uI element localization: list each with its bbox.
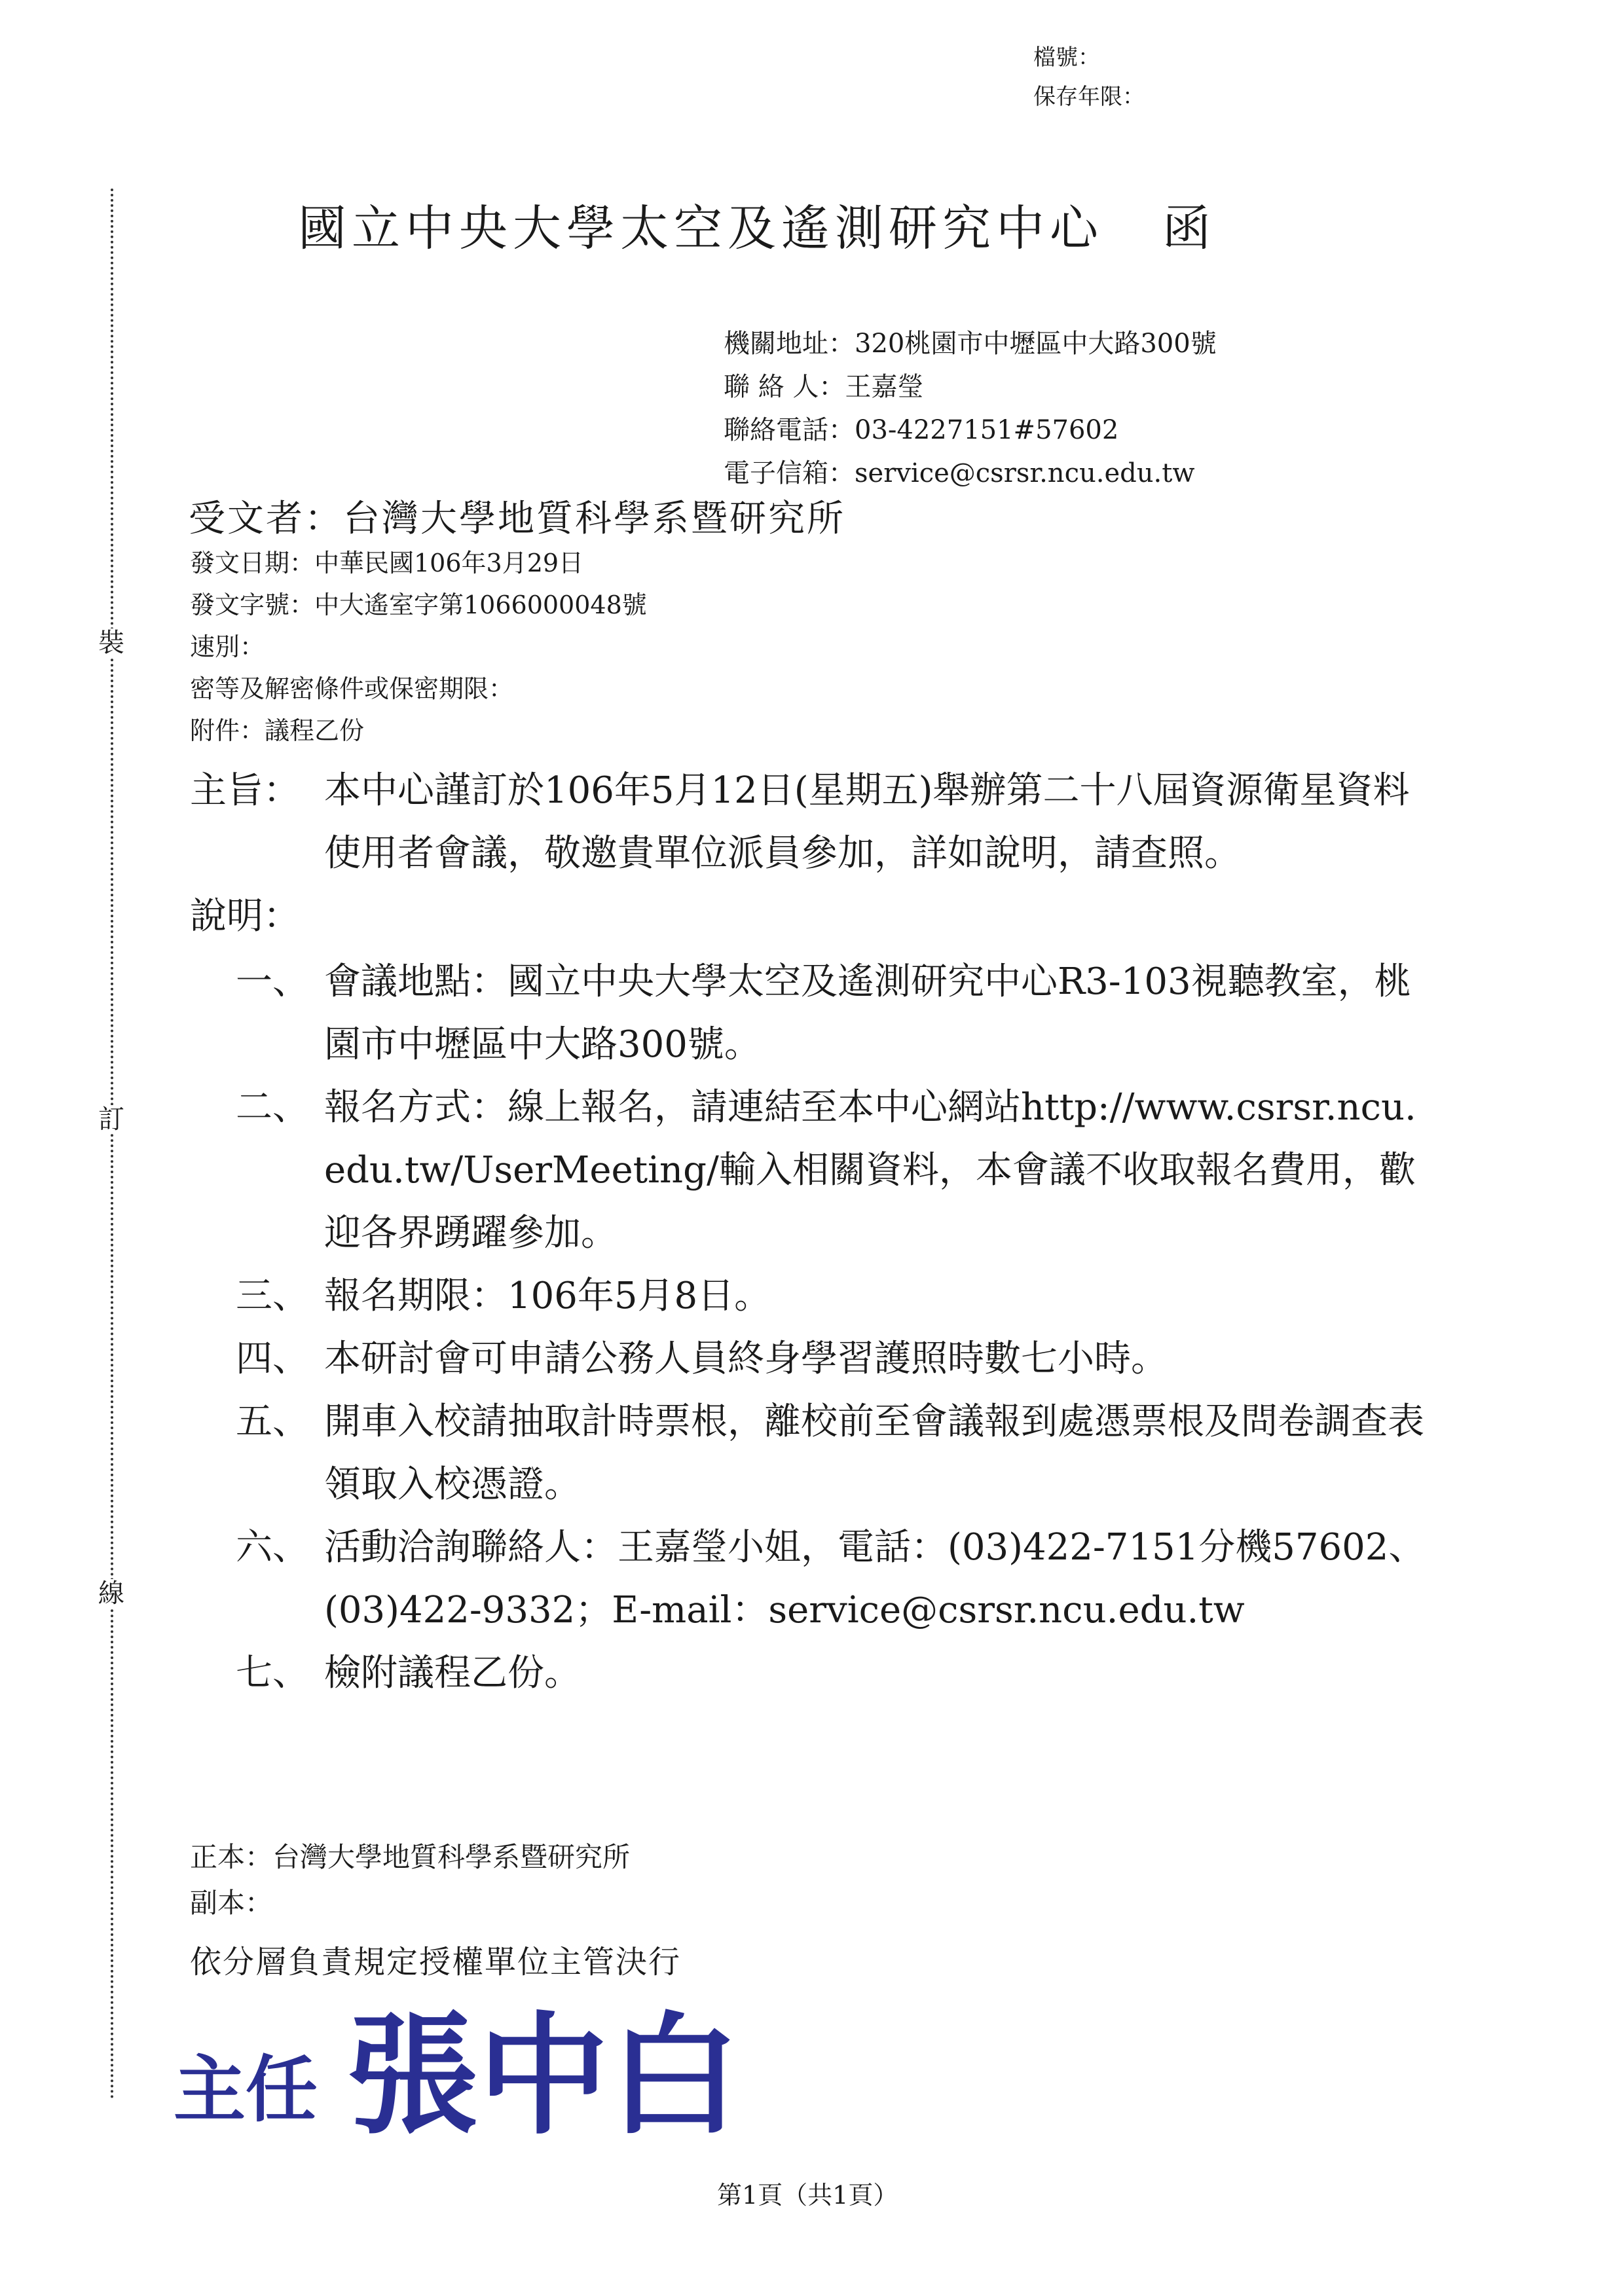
explanation-label: 說明： (190, 895, 300, 938)
binding-label-middle: 訂 (98, 1104, 124, 1135)
item-text: 本研討會可申請公務人員終身學習護照時數七小時。 (324, 1338, 1168, 1380)
binding-dotted-line (111, 189, 113, 2100)
signature-stamp (174, 1990, 750, 2147)
item-number: 四、 (236, 1338, 309, 1380)
recipient: 受文者：台灣大學地質科學系暨研究所 (189, 498, 845, 540)
file-info (1033, 38, 1145, 117)
signature-stamp-graphic (174, 1990, 750, 2147)
copy-recipient: 副本： (190, 1887, 273, 1919)
item-number: 五、 (236, 1400, 309, 1443)
attachment: 附件：議程乙份 (190, 716, 365, 745)
explanation-item (190, 1328, 1434, 1391)
sender-email: 電子信箱：service@csrsr.ncu.edu.tw (724, 458, 1195, 488)
sender-contact: 聯 絡 人：王嘉瑩 (724, 372, 924, 402)
stamp-name: 張中白 (347, 2000, 741, 2147)
issue-number: 發文字號：中大遙室字第1066000048號 (190, 591, 647, 619)
document-type: 函 (1162, 200, 1216, 257)
sender-info (724, 322, 1217, 495)
item-number: 一、 (236, 960, 309, 1003)
sender-address: 機關地址：320桃園市中壢區中大路300號 (724, 329, 1217, 359)
document-body (190, 759, 1434, 1705)
speed-class: 速別： (190, 632, 265, 661)
item-text: 報名方式：線上報名，請連結至本中心網站http://www.csrsr.ncu.edu.tw/UserMeeting/輸入相關資料，本會議不收取報名費用，歡迎各界踴躍參加。 (324, 1086, 1416, 1254)
item-text: 活動洽詢聯絡人：王嘉瑩小姐，電話：(03)422-7151分機57602、(03)422-9332；E-mail：service@csrsr.ncu.edu.tw (324, 1526, 1426, 1631)
distribution (190, 1834, 630, 1926)
binding-label-bottom: 線 (98, 1578, 124, 1609)
delegation-note: 依分層負責規定授權單位主管決行 (190, 1944, 682, 1980)
explanation-section (190, 885, 1434, 948)
explanation-item (190, 1642, 1434, 1705)
item-number: 七、 (236, 1652, 309, 1694)
original-recipient: 正本：台灣大學地質科學系暨研究所 (190, 1841, 631, 1873)
retention-label: 保存年限： (1033, 84, 1145, 110)
item-number: 三、 (236, 1275, 309, 1317)
subject-label: 主旨： (190, 769, 300, 812)
document-meta (190, 542, 647, 752)
explanation-item (190, 1391, 1434, 1516)
item-text: 會議地點：國立中央大學太空及遙測研究中心R3-103視聽教室，桃園市中壢區中大路300號。 (324, 960, 1411, 1066)
item-text: 報名期限：106年5月8日。 (324, 1275, 771, 1317)
item-number: 二、 (236, 1086, 309, 1129)
sender-phone: 聯絡電話：03-4227151#57602 (724, 415, 1119, 445)
item-text: 開車入校請抽取計時票根，離校前至會議報到處憑票根及問卷調查表領取入校憑證。 (324, 1400, 1424, 1506)
item-text: 檢附議程乙份。 (324, 1652, 581, 1694)
item-number: 六、 (236, 1526, 309, 1569)
explanation-item (190, 1516, 1434, 1642)
archive-no-label: 檔號： (1033, 45, 1100, 71)
security-class: 密等及解密條件或保密期限： (190, 674, 514, 703)
subject-text: 本中心謹訂於106年5月12日(星期五)舉辦第二十八屆資源衛星資料使用者會議，敬邀貴單位派員參加，詳如說明，請查照。 (324, 769, 1410, 875)
document-title (298, 190, 1216, 259)
stamp-title: 主任 (174, 2048, 318, 2132)
binding-label-top: 裝 (98, 628, 124, 658)
issuing-organization: 國立中央大學太空及遙測研究中心 (298, 200, 1103, 257)
subject-section (190, 759, 1434, 885)
explanation-item (190, 1076, 1434, 1265)
explanation-item (190, 951, 1434, 1076)
issue-date: 發文日期：中華民國106年3月29日 (190, 549, 584, 577)
explanation-item (190, 1265, 1434, 1328)
page-number: 第1頁（共1頁） (717, 2181, 898, 2210)
